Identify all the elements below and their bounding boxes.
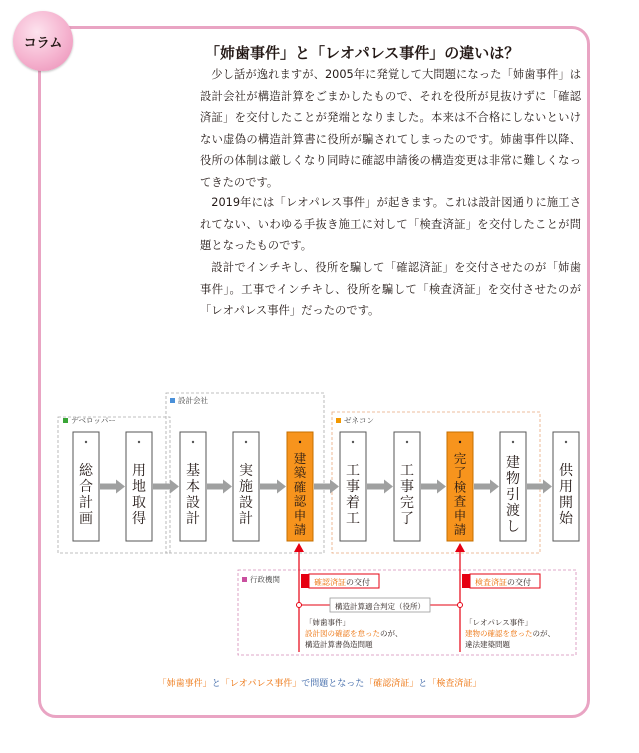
issue-arrow-right [455,543,465,552]
caption-part-5: 「確認済証」 [364,679,419,689]
paragraph-2: 2019年には「レオパレス事件」が起きます。これは設計図通りに施工されてない、いわゆる手抜き施工に対して「検査済証」を交付したことが問題となったものです。 [200,196,581,252]
caption-part-4: で問題となった [301,679,365,689]
structural-check-label: 構造計算適合判定（役所） [335,602,425,611]
note-right-rest: のが、 [532,629,555,638]
flow-arrow-8 [474,480,499,494]
process-step-label: 完了検査申請 [453,451,467,538]
note-left-line3: 構造計算書偽造問題 [305,640,373,649]
process-step-3 [180,432,206,541]
process-step-10 [553,432,579,541]
process-step-bullet [245,441,247,443]
process-step-4 [233,432,259,541]
process-step-7 [394,432,420,541]
caption-part-3: 「レオパレス事件」 [220,679,302,689]
paragraph-3: 設計でインチキし、役所を騙して「確認済証」を交付させたのが「姉歯事件」。工事でインチキし、役所を騙して「検査済証」を交付させたのが「レオパレス事件」だったのです。 [200,261,581,317]
issue-right-highlight: 検査済証 [475,578,507,587]
process-step-label: 供用開始 [559,462,573,527]
group-design-firm-label: 設計会社 [178,396,208,405]
note-left-line2 [305,628,403,638]
process-step-label: 工事完了 [400,462,414,527]
process-step-bullet [85,441,87,443]
process-step-bullet [299,441,301,443]
caption-part-7: 「検査済証」 [427,679,482,689]
column-title: 「姉歯事件」と「レオパレス事件」の違いは？ [205,44,520,62]
caption-part-1: 「姉歯事件」 [157,679,212,689]
process-step-bullet [192,441,194,443]
flow-arrow-5 [314,480,339,494]
process-step-5 [287,432,313,541]
developer-marker [63,418,68,423]
process-step-bullet [459,441,461,443]
issue-right-marker [462,574,470,588]
flow-arrow-3 [207,480,232,494]
process-step-bullet [352,441,354,443]
group-developer-label: デベロッパー [71,416,116,425]
group-government-label: 行政機関 [250,575,280,584]
flow-arrow-1 [100,480,125,494]
issue-left-rest: の交付 [346,578,370,587]
issue-left-highlight: 確認済証 [314,578,346,587]
process-step-bullet [138,441,140,443]
government-marker [242,577,247,582]
issue-arrow-left [294,543,304,552]
process-step-bullet [565,441,567,443]
process-step-6 [340,432,366,541]
process-step-bullet [406,441,408,443]
process-step-9 [500,432,526,541]
flow-arrow-4 [260,480,286,494]
process-step-label: 建物引渡し [506,454,520,535]
issue-left-marker [301,574,309,588]
structural-check-dot-right [458,603,463,608]
note-left-rest: のが、 [380,629,403,638]
process-step-8 [447,432,473,541]
process-step-label: 建築確認申請 [293,451,307,538]
structural-check-dot-left [297,603,302,608]
process-step-label: 総合計画 [79,462,93,527]
issue-left-label [314,577,370,587]
contractor-marker [336,418,341,423]
process-step-label: 実施設計 [239,462,253,527]
column-badge-label: コラム [23,35,63,51]
design-firm-marker [170,398,175,403]
process-step-2 [126,432,152,541]
flow-arrow-6 [367,480,393,494]
flow-arrow-9 [527,480,552,494]
diagram-caption [0,676,639,689]
note-right-line2 [465,628,555,638]
process-step-1 [73,432,99,541]
paragraph-1: 少し話が逸れますが、2005年に発覚して大問題になった「姉歯事件」は設計会社が構造計算をごまかしたもので、それを役所が見抜けずに「確認済証」を交付したことが発端となりました。本来は不合格にしないといけない虚偽の構造計算書に役所が騙されてしまったのです。姉歯事件以降、役所の体制は厳しくなり同時に確認申請後の構造変更は非常に難しくなってきたのです。 [200,68,581,189]
process-step-bullet [512,441,514,443]
note-left-highlight: 設計図の確認を怠った [305,629,380,638]
process-step-label: 用地取得 [132,462,146,527]
issue-right-label [475,577,531,587]
note-right-line1: 「レオパレス事件」 [465,618,533,627]
issue-right-rest: の交付 [507,578,531,587]
process-step-label: 基本設計 [186,462,200,527]
flow-arrow-7 [421,480,446,494]
process-step-label: 工事着工 [346,462,360,527]
note-right-line3: 違法建築問題 [465,640,510,649]
note-left-line1: 「姉歯事件」 [305,618,350,627]
caption-part-6: と [418,679,428,689]
group-contractor-label: ゼネコン [344,416,374,425]
note-right-highlight: 建物の確認を怠った [465,629,533,638]
caption-part-2: と [211,679,221,689]
flow-arrows [100,480,552,494]
